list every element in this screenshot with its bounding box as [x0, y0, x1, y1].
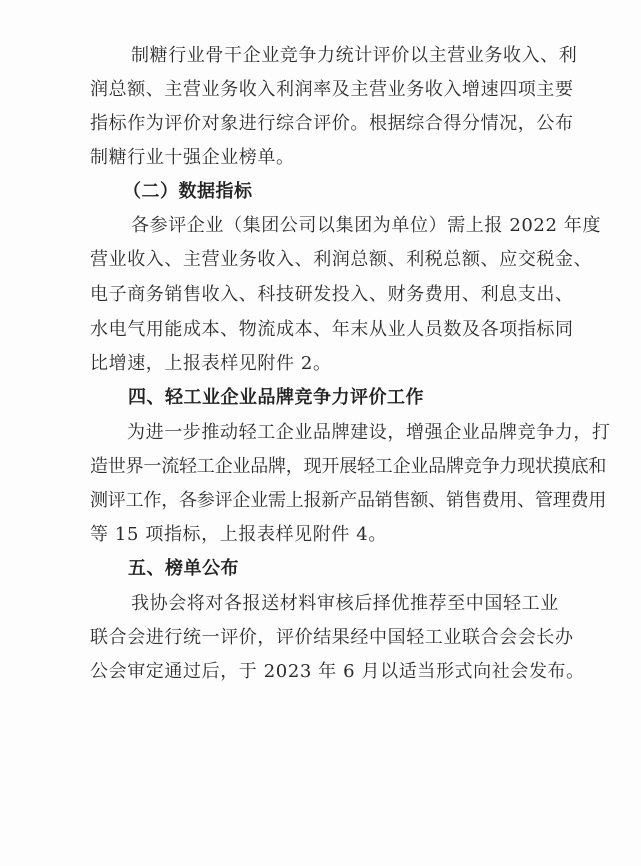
para2-line1: 各参评企业（集团公司以集团为单位）需上报 2022 年度: [131, 215, 602, 236]
para3-line1: 为进一步推动轻工企业品牌建设，增强企业品牌竞争力，打: [127, 422, 611, 443]
para1-line1: 制糖行业骨干企业竞争力统计评价以主营业务收入、利: [131, 45, 578, 66]
para3-line3: 测评工作，各参评企业需上报新产品销售额、销售费用、管理费用: [90, 490, 607, 511]
para3-line4: 等 15 项指标，上报表样见附件 4。: [90, 524, 387, 545]
para2-line3: 电子商务销售收入、科技研发投入、财务费用、利息支出、: [90, 284, 574, 305]
section-heading-four: 四、轻工业企业品牌竞争力评价工作: [128, 387, 424, 408]
para2-line2: 营业收入、主营业务收入、利润总额、利税总额、应交税金、: [90, 249, 593, 270]
para1-line4: 制糖行业十强企业榜单。: [90, 147, 295, 168]
section-heading-data-indicators: （二）数据指标: [123, 181, 253, 202]
para3-line2: 造世界一流轻工企业品牌，现开展轻工企业品牌竞争力现状摸底和: [90, 456, 607, 477]
para2-line5: 比增速，上报表样见附件 2。: [90, 353, 332, 374]
para4-line3: 公会审定通过后，于 2023 年 6 月以适当形式向社会发布。: [90, 661, 585, 682]
para1-line2: 润总额、主营业务收入利润率及主营业务收入增速四项主要: [90, 79, 574, 100]
para4-line2: 联合会进行统一评价，评价结果经中国轻工业联合会会长办: [90, 627, 574, 648]
para4-line1: 我协会将对各报送材料审核后择优推荐至中国轻工业: [131, 593, 559, 614]
para1-line3: 指标作为评价对象进行综合评价。根据综合得分情况，公布: [90, 113, 574, 134]
section-heading-five: 五、榜单公布: [128, 558, 239, 579]
para2-line4: 水电气用能成本、物流成本、年末从业人员数及各项指标同: [90, 319, 574, 340]
